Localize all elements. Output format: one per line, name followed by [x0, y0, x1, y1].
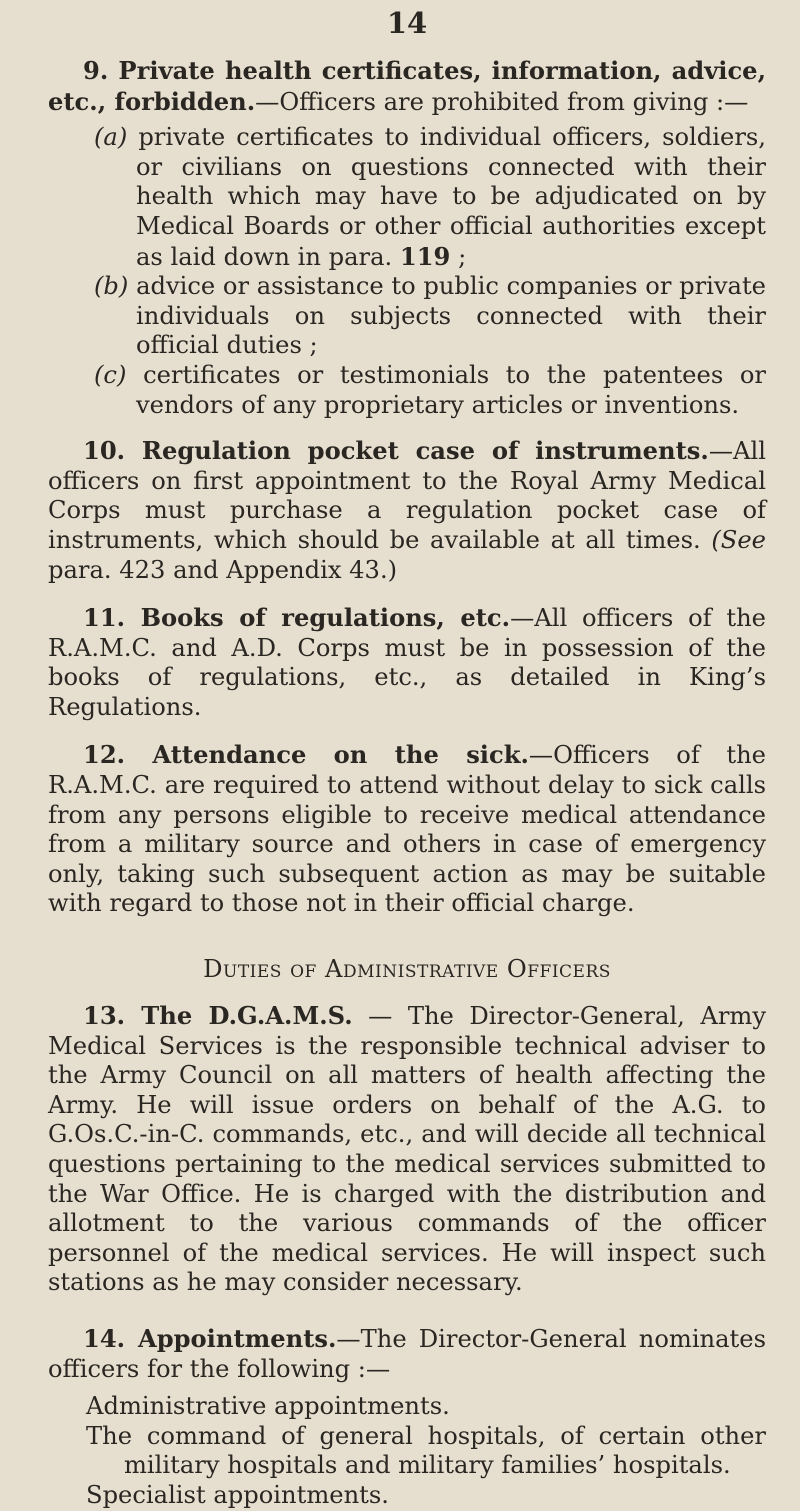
paragraph-12-heading: 12. Attendance on the sick.: [83, 740, 529, 770]
paragraph-14: [48, 1324, 766, 1384]
paragraph-11: [48, 603, 766, 722]
list-item-a: (a) private certificates to individual officers, soldiers, or civilians on questions connected with their health which may have to be adjudicated on by Medical Boards or other official authorities except as laid down in para. 119 ;: [94, 123, 766, 271]
list-item: The command of general hospitals, of certain other military hospitals and military families’ hospitals.: [86, 1421, 766, 1480]
list-item: Administrative appointments.: [86, 1392, 450, 1421]
section-heading: Duties of Administrative Officers: [203, 955, 611, 984]
paragraph-12-body: —Officers of the R.A.M.C. are required to attend without delay to sick calls from any persons eligible to receive medical attendance from a military source and others in case of emergency only, taking such subsequent action as may be suitable with regard to those not in their official charge.: [48, 741, 766, 918]
list-item-c: (c) certificates or testimonials to the patentees or vendors of any proprietary articles or inventions.: [94, 360, 766, 419]
paragraph-11-body: —All officers of the R.A.M.C. and A.D. Corps must be in possession of the books of regulations, etc., as detailed in King’s Regulations.: [48, 604, 766, 721]
paragraph-10: 10. Regulation pocket case of instruments.—All officers on first appointment to the Royal Army Medical Corps must purchase a regulation pocket case of instruments, which should be available at all times. (See para. 423 and Appendix 43.): [48, 436, 766, 584]
list-item: Specialist appointments.: [86, 1480, 389, 1509]
paragraph-9-heading: 9. Private health certificates, information, advice, etc., forbidden.: [48, 56, 766, 116]
paragraph-13-body: — The Director-General, Army Medical Services is the responsible technical adviser to the Army Council on all matters of health affecting the Army. He will issue orders on behalf of the A.G. to G.Os.C.-in-C. commands, etc., and will decide all technical questions pertaining to the medical services submitted to the War Office. He is charged with the distribution and allotment to the various commands of the officer personnel of the medical services. He will inspect such stations as he may consider necessary.: [48, 1002, 766, 1297]
page-number: 14: [386, 6, 428, 40]
paragraph-14-body: —The Director-General nominates officers for the following :—: [48, 1324, 766, 1383]
paragraph-13-heading: 13. The D.G.A.M.S.: [83, 1001, 353, 1031]
paragraph-11-heading: 11. Books of regulations, etc.: [83, 603, 511, 633]
list-item-b: (b) advice or assistance to public companies or private individuals on subjects connected with their official duties ;: [94, 272, 767, 360]
paragraph-10-heading: 10. Regulation pocket case of instruments.: [83, 436, 709, 466]
paragraph-9-body: —Officers are prohibited from giving :—: [255, 87, 749, 116]
paragraph-9-list: [48, 123, 766, 420]
paragraph-13: [48, 1001, 766, 1298]
paragraph-10-body: —All officers on first appointment to the Royal Army Medical Corps must purchase a regulation pocket case of instruments, which should be available at all times.: [48, 437, 766, 554]
paragraph-12: [48, 740, 766, 919]
appointments-list: [48, 1392, 766, 1510]
paragraph-9: [48, 56, 766, 117]
paragraph-14-heading: 14. Appointments.: [83, 1323, 337, 1353]
